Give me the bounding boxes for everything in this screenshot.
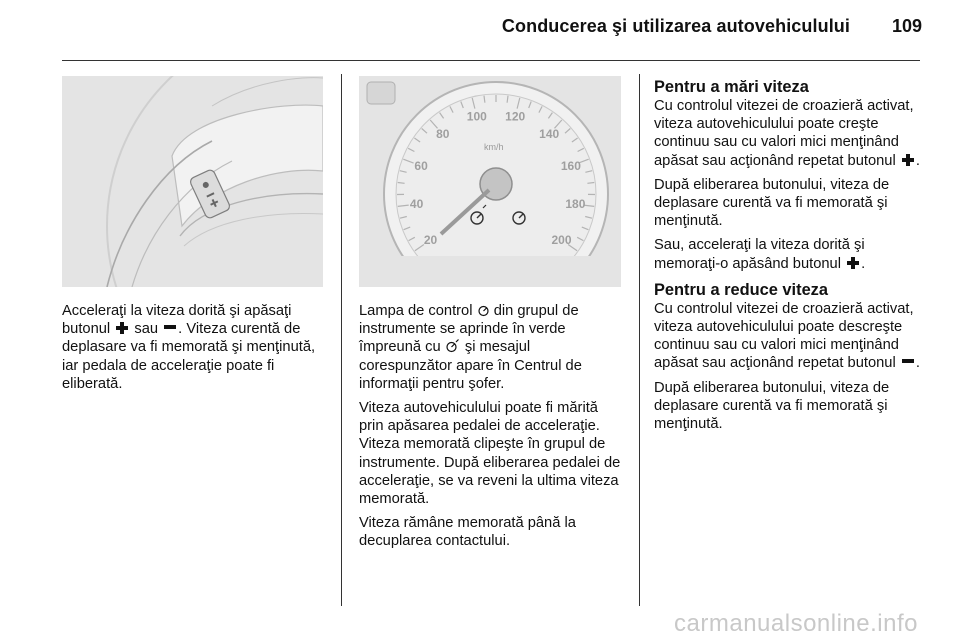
speed-tick-label: 100: [466, 109, 487, 124]
paragraph: Viteza rămâne memorată până la decuplarea contactului.: [359, 515, 576, 550]
speed-tick-label: 60: [414, 158, 428, 173]
paragraph: [654, 97, 926, 170]
speed-tick-label: 140: [539, 127, 560, 142]
speed-tick-label: 200: [551, 232, 572, 247]
header-divider: [62, 60, 920, 61]
text-span: .: [915, 355, 920, 372]
text-span: şi mesajul corespunzător apare în Centrul de informaţii pentru şofer.: [359, 339, 582, 392]
page-header-title: Conducerea şi utilizarea autovehiculului: [501, 16, 850, 36]
cruise-control-set-icon: [445, 339, 461, 353]
plus-icon: [902, 154, 914, 166]
text-span: .: [861, 255, 866, 272]
column-divider-right: [639, 74, 640, 606]
steering-wheel-illustration: [62, 76, 323, 287]
cruise-control-icon: [477, 304, 490, 317]
text-span: .: [915, 152, 920, 169]
speed-tick-label: 40: [409, 197, 424, 212]
column-divider-left: [341, 74, 342, 606]
speed-tick-label: 120: [505, 109, 526, 124]
column-2-text: [359, 302, 623, 557]
plus-icon: [116, 322, 128, 334]
text-span: . Viteza curentă de deplasare va fi memorată şi menţinută, iar pedala de acceleraţie poate fi eliberată.: [62, 321, 316, 392]
column-3-text: [654, 78, 926, 439]
page-number: 109: [891, 16, 922, 36]
paragraph: [654, 300, 926, 373]
instrument-cluster-illustration: [359, 76, 621, 287]
text-span: Sau, acceleraţi la viteza dorită şi memoraţi-o apăsând butonul: [654, 237, 865, 272]
section-heading-reduce-speed: Pentru a reduce viteza: [654, 280, 828, 299]
minus-icon: [902, 359, 914, 363]
text-span: Cu controlul vitezei de croazieră activat, viteza autovehiculului poate descreşte continuu sau cu valori mici menţinând apăsat sau acţionând repetat butonul: [654, 300, 914, 372]
text-span: Lampa de control: [359, 303, 473, 319]
paragraph: După eliberarea butonului, viteza de deplasare curentă va fi memorată şi menţinută.: [654, 176, 890, 230]
speed-tick-label: 20: [423, 232, 438, 247]
paragraph: După eliberarea butonului, viteza de deplasare curentă va fi memorată şi menţinută.: [654, 379, 890, 433]
speed-tick-mark: [587, 183, 594, 184]
steering-wheel-drawing: [62, 76, 323, 287]
section-heading-increase-speed: Pentru a mări viteza: [654, 78, 809, 96]
speed-tick-label: 80: [436, 127, 450, 142]
text-span: Acceleraţi la viteza dorită şi apăsaţi butonul: [62, 303, 292, 338]
paragraph: Viteza autovehiculului poate fi mărită prin apăsarea pedalei de acceleraţie. Viteza memorată clipeşte în grupul de instrumente. După eliberarea pedalei de acceleraţie, se va reveni la ultima viteza memorată.: [359, 400, 621, 508]
paragraph: [62, 302, 324, 393]
minus-icon: [164, 325, 176, 329]
speed-tick-mark: [398, 183, 405, 184]
text-span: din grupul de instrumente se aprinde în verde împreună cu: [359, 303, 579, 356]
text-span: Cu controlul vitezei de croazieră activat, viteza autovehiculului poate creşte continuu sau cu valori mici menţinând apăsat sau acţionând repetat butonul: [654, 98, 914, 169]
speed-tick-label: 160: [560, 158, 581, 173]
plus-icon: [847, 257, 859, 269]
watermark: carmanualsonline.info: [674, 610, 918, 637]
unit-label: km/h: [484, 142, 504, 152]
instrument-cluster-drawing: [359, 76, 621, 287]
paragraph: [654, 236, 926, 272]
column-1-text: [62, 302, 324, 399]
paragraph: [359, 302, 623, 393]
speed-tick-label: 180: [565, 197, 586, 212]
text-span: sau: [134, 321, 159, 338]
